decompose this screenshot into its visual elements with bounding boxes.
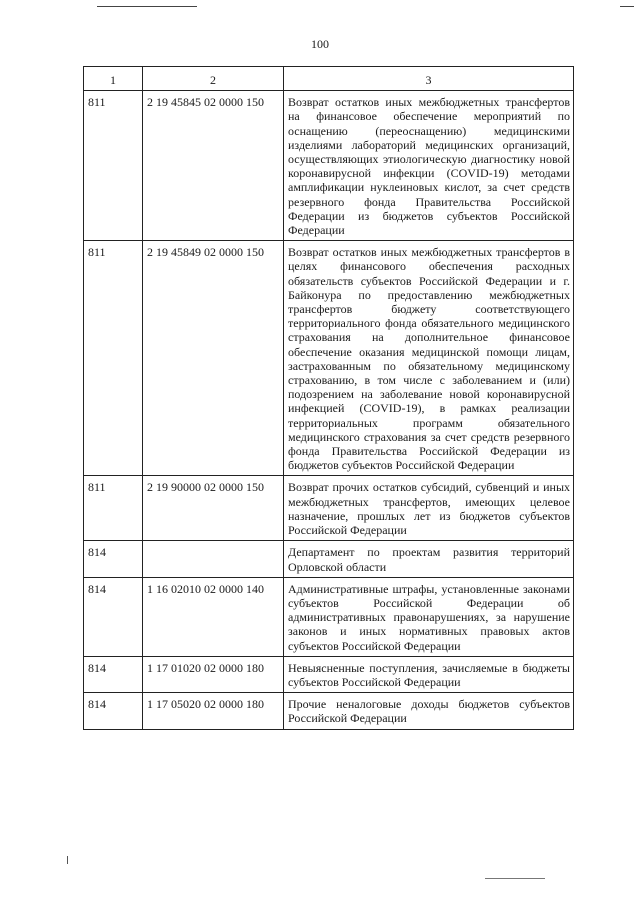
header-row	[84, 67, 574, 91]
bottom-rule	[485, 878, 545, 879]
top-rule-left	[97, 6, 197, 7]
admin-code-cell: 814	[84, 577, 143, 656]
description-cell: Возврат остатков иных межбюджетных трансфертов на финансовое обеспечение мероприятий по оснащению (переоснащению) медицинскими изделиями лабораторий медицинских организаций, осуществляющих этиологическую диагностику новой коронавирусной инфекции (COVID-19) методами амплификации нуклеиновых кислот, за счет средств резервного фонда Правительства Российской Федерации из бюджетов субъектов Российской Федерации	[284, 91, 574, 241]
admin-code-cell: 814	[84, 693, 143, 729]
admin-code-cell: 811	[84, 241, 143, 476]
admin-code-cell: 814	[84, 541, 143, 577]
description-cell: Административные штрафы, установленные законами субъектов Российской Федерации об административных правонарушениях, за нарушение законов и иных нормативных правовых актов субъектов Российской Федерации	[284, 577, 574, 656]
budget-codes-table	[83, 66, 574, 730]
scan-mark	[67, 856, 68, 864]
description-cell: Прочие неналоговые доходы бюджетов субъектов Российской Федерации	[284, 693, 574, 729]
header-col-2: 2	[143, 67, 284, 91]
table-row	[84, 693, 574, 729]
page-number: 100	[311, 37, 329, 51]
header-col-3: 3	[284, 67, 574, 91]
description-cell: Департамент по проектам развития территорий Орловской области	[284, 541, 574, 577]
table-row	[84, 541, 574, 577]
budget-code-cell: 2 19 45845 02 0000 150	[143, 91, 284, 241]
table-row	[84, 577, 574, 656]
admin-code-cell: 811	[84, 476, 143, 541]
table-row	[84, 656, 574, 692]
budget-code-cell	[143, 541, 284, 577]
description-cell: Возврат прочих остатков субсидий, субвенций и иных межбюджетных трансфертов, имеющих целевое назначение, прошлых лет из бюджетов субъектов Российской Федерации	[284, 476, 574, 541]
table-row	[84, 91, 574, 241]
budget-code-cell: 1 17 05020 02 0000 180	[143, 693, 284, 729]
top-rule-right	[620, 6, 634, 7]
budget-code-cell: 1 16 02010 02 0000 140	[143, 577, 284, 656]
budget-code-cell: 2 19 45849 02 0000 150	[143, 241, 284, 476]
description-cell: Невыясненные поступления, зачисляемые в бюджеты субъектов Российской Федерации	[284, 656, 574, 692]
admin-code-cell: 811	[84, 91, 143, 241]
table-row	[84, 476, 574, 541]
admin-code-cell: 814	[84, 656, 143, 692]
header-col-1: 1	[84, 67, 143, 91]
budget-code-cell: 2 19 90000 02 0000 150	[143, 476, 284, 541]
table-row	[84, 241, 574, 476]
budget-code-cell: 1 17 01020 02 0000 180	[143, 656, 284, 692]
description-cell: Возврат остатков иных межбюджетных трансфертов в целях финансового обеспечения расходных обязательств субъектов Российской Федерации и г. Байконура по предоставлению межбюджетных трансфертов бюджету соответствующего территориального фонда обязательного медицинского страхования на дополнительное финансовое обеспечение оказания медицинской помощи лицам, застрахованным по обязательному медицинскому страхованию, в том числе с заболеванием и (или) подозрением на заболевание новой коронавирусной инфекцией (COVID-19), в рамках реализации территориальных программ обязательного медицинского страхования за счет средств резервного фонда Правительства Российской Федерации из бюджетов субъектов Российской Федерации	[284, 241, 574, 476]
